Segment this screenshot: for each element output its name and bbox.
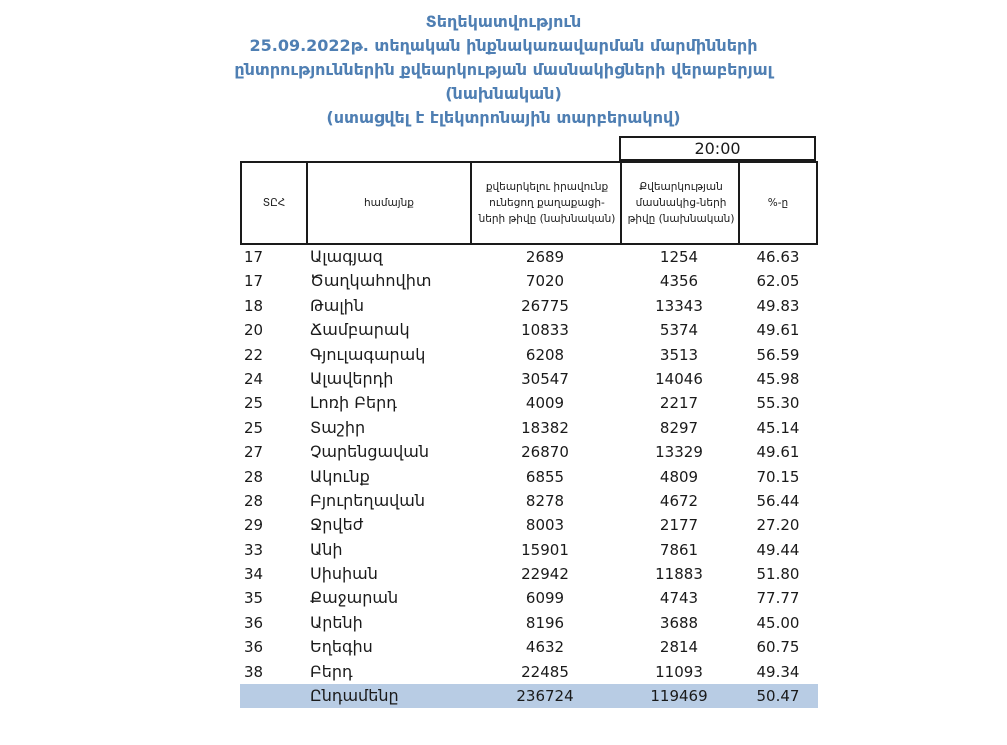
table-row [240,489,818,513]
cell-tk: 20 [244,321,264,340]
document-title [0,10,1007,130]
cell-participants: 2217 [659,394,699,413]
cell-community: Ճամբարակ [310,320,410,340]
title-line-5: (ստացվել է էլեկտրոնային տարբերակով) [326,108,681,127]
header-percent: %-ը [767,197,789,209]
table-row [240,318,818,342]
header-participants: Քվեարկության մասնակից-ների թիվը (նախնական) [627,181,735,225]
cell-percent: 27.20 [756,516,800,535]
cell-percent: 77.77 [756,589,800,608]
cell-community: Թալին [310,295,364,315]
time-header: 20:00 [619,136,816,161]
cell-percent: 62.05 [756,272,800,291]
cell-voters: 22942 [521,565,569,584]
table-row [240,465,818,489]
cell-community: Արենի [310,612,363,632]
cell-tk: 35 [244,589,264,608]
cell-tk: 36 [244,613,264,632]
cell-voters: 8196 [525,613,565,632]
cell-total-label: Ընդամենը [310,686,399,706]
cell-percent: 49.34 [756,662,800,681]
cell-percent: 45.14 [756,418,800,437]
table-row [240,513,818,537]
cell-participants: 2814 [659,638,699,657]
cell-voters: 8003 [525,516,565,535]
cell-voters: 6855 [525,467,565,486]
title-line-1: Տեղեկատվություն [425,12,582,31]
cell-voters: 26775 [521,296,569,315]
cell-community: Բերդ [310,661,353,681]
table-row [240,660,818,684]
cell-voters: 15901 [521,540,569,559]
cell-tk: 36 [244,638,264,657]
cell-voters: 10833 [521,321,569,340]
cell-community: Քաջարան [310,588,399,608]
cell-tk: 25 [244,418,264,437]
title-line-3: ընտրություններին քվեարկության մասնակիցների վերաբերյալ [234,60,773,79]
cell-community: Ակունք [310,466,370,486]
cell-voters: 2689 [525,248,565,266]
cell-tk: 34 [244,565,264,584]
table-row [240,391,818,415]
cell-tk: 17 [244,272,264,291]
table-row [240,245,818,269]
total-row [240,684,818,708]
cell-voters: 4632 [525,638,565,657]
cell-community: Ջրվեժ [310,515,364,535]
cell-percent: 70.15 [756,467,800,486]
cell-percent: 49.61 [756,321,800,340]
cell-voters: 30547 [521,369,569,388]
cell-percent: 45.98 [756,369,800,388]
header-tk: ՏԸՀ [262,197,286,209]
cell-percent: 45.00 [756,613,800,632]
cell-voters: 6208 [525,345,565,364]
cell-voters: 7020 [525,272,565,291]
cell-community: Բյուրեղավան [310,490,426,510]
table-row [240,416,818,440]
cell-participants: 14046 [655,369,703,388]
cell-percent: 46.63 [756,248,800,266]
cell-participants: 5374 [659,321,699,340]
table-row [240,538,818,562]
table-row [240,269,818,293]
table-body [240,245,818,708]
cell-percent: 55.30 [756,394,800,413]
table-row [240,367,818,391]
cell-percent: 60.75 [756,638,800,657]
cell-community: Ալավերդի [310,368,394,388]
cell-tk: 17 [244,248,264,266]
cell-tk: 33 [244,540,264,559]
cell-tk: 28 [244,467,264,486]
cell-percent: 56.59 [756,345,800,364]
table-row [240,611,818,635]
cell-community: Չարենցավան [310,442,429,462]
cell-voters: 26870 [521,443,569,462]
cell-participants: 13343 [655,296,703,315]
cell-community: Սիսիան [310,564,378,584]
cell-voters: 18382 [521,418,569,437]
cell-percent: 49.61 [756,443,800,462]
cell-voters: 6099 [525,589,565,608]
cell-tk: 29 [244,516,264,535]
cell-participants: 2177 [659,516,699,535]
cell-participants: 3688 [659,613,699,632]
title-line-4: (նախնական) [445,84,562,103]
cell-percent: 49.83 [756,296,800,315]
table-row [240,586,818,610]
cell-tk: 28 [244,491,264,510]
table-row [240,343,818,367]
cell-percent: 56.44 [756,491,800,510]
cell-tk: 18 [244,296,264,315]
cell-tk: 27 [244,443,264,462]
cell-participants: 4743 [659,589,699,608]
cell-percent: 51.80 [756,565,800,584]
table-row [240,294,818,318]
cell-voters: 8278 [525,491,565,510]
cell-participants: 11093 [655,662,703,681]
title-line-2: 25.09.2022թ. տեղական ինքնակառավարման մարմինների [249,36,758,55]
cell-tk: 38 [244,662,264,681]
cell-voters: 4009 [525,394,565,413]
cell-voters: 22485 [521,662,569,681]
header-voters: քվեարկելու իրավունք ունեցող քաղաքացի-ների թիվը (նախնական) [478,181,616,225]
header-community: համայնք [364,197,414,209]
cell-tk: 22 [244,345,264,364]
cell-tk: 25 [244,394,264,413]
cell-participants: 3513 [659,345,699,364]
cell-total-voters: 236724 [516,687,574,706]
cell-percent: 49.44 [756,540,800,559]
table-header [240,161,818,245]
cell-total-participants: 119469 [650,687,708,706]
cell-participants: 4672 [659,491,699,510]
cell-participants: 11883 [655,565,703,584]
cell-community: Ծաղկահովիտ [310,271,432,291]
cell-total-percent: 50.47 [756,687,800,706]
cell-community: Գյուլագարակ [310,344,426,364]
table-row [240,562,818,586]
cell-community: Տաշիր [310,417,366,437]
cell-community: Անի [310,539,343,559]
cell-participants: 1254 [659,248,699,266]
cell-participants: 8297 [659,418,699,437]
cell-community: Ալագյազ [310,247,383,266]
table-row [240,440,818,464]
cell-participants: 4356 [659,272,699,291]
cell-participants: 4809 [659,467,699,486]
cell-participants: 13329 [655,443,703,462]
cell-community: Եղեգիս [310,637,373,657]
cell-community: Լոռի Բերդ [310,393,397,413]
cell-tk: 24 [244,369,264,388]
table-row [240,635,818,659]
cell-participants: 7861 [659,540,699,559]
